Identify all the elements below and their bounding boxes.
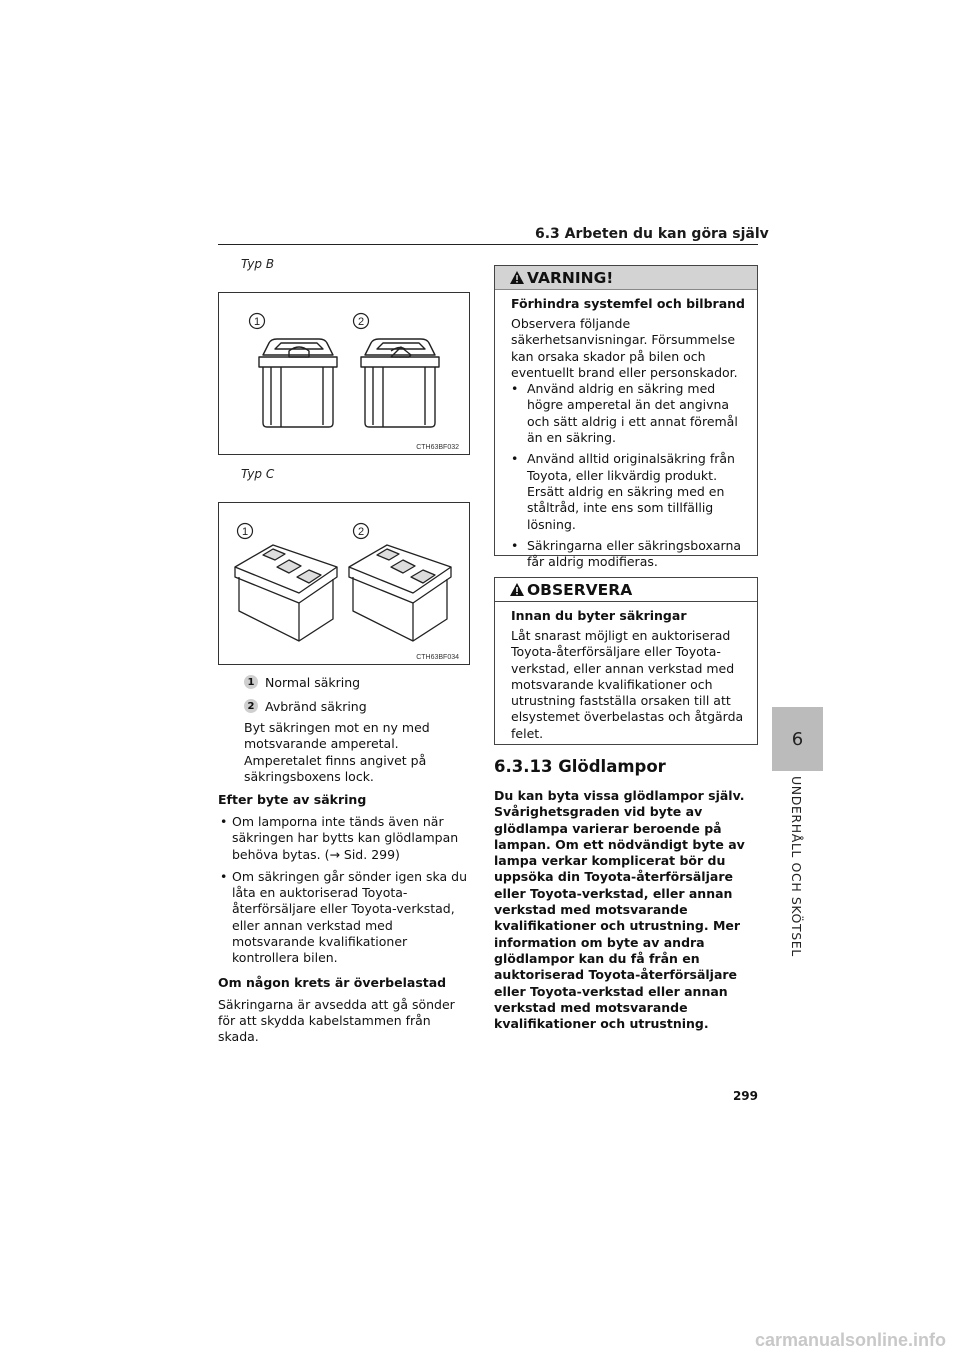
notice-text: Låt snarast möjligt en auktoriserad Toyota-återförsäljare eller Toyota-verkstad, eller annan verkstad med motsvarande kvalifikationer och utrustning fastställa orsaken till att elsystemet överbelastas och åtgärda felet. (511, 628, 744, 741)
svg-text:2: 2 (357, 316, 365, 328)
legend-item-blown (244, 694, 470, 718)
bullet-item: • Använd alltid originalsäkring från Toyota, eller likvärdig produkt. Ersätt aldrig en säkring med en ståltråd, inte ens som tillfällig lösning. (511, 451, 735, 532)
figure-caption-typ-c: Typ C (241, 467, 275, 481)
bullet-item: • Säkringarna eller säkringsboxarna får aldrig modifieras. (511, 537, 742, 570)
warning-heading: Förhindra systemfel och bilbrand (511, 296, 745, 311)
fuse-typ-c-illustration (219, 503, 469, 664)
section-intro: Du kan byta vissa glödlampor själv. Svårighetsgraden vid byte av glödlampa varierar beroende på lampan. Om ett nödvändigt byte av lampa verkar komplicerat bör du uppsöka din Toyota-återförsäljare eller Toyota-verkstad, eller annan verkstad med motsvarande kvalifikationer och utrustning. Mer information om byte av andra glödlampor kan du få från en auktoriserad Toyota-återförsäljare eller Toyota-verkstad eller annan verkstad med motsvarande kvalifikationer och utrustning. (494, 788, 745, 1032)
warning-text: Observera följande säkerhetsanvisningar. Försummelse kan orsaka skador på bilen och eventuellt brand eller personskador. (511, 316, 738, 380)
marker-2-icon (354, 524, 369, 539)
legend-item-normal (244, 670, 470, 694)
marker-2-icon (354, 314, 369, 329)
number-badge: 1 (244, 675, 258, 689)
marker-1-icon (238, 524, 253, 539)
left-body (218, 792, 470, 1046)
warning-triangle-icon (509, 582, 525, 597)
figure-legend (244, 670, 470, 785)
section-title: 6.3.13 Glödlampor (494, 757, 666, 776)
after-replacement-heading: Efter byte av säkring (218, 792, 367, 807)
legend-label: Avbränd säkring (265, 698, 367, 714)
overload-heading: Om någon krets är överbelastad (218, 974, 447, 990)
notice-heading: Innan du byter säkringar (511, 608, 687, 623)
chapter-tab: 6 (772, 707, 823, 771)
section-header: 6.3 Arbeten du kan göra själv (535, 226, 769, 242)
svg-text:1: 1 (253, 316, 261, 328)
fuse-typ-b-illustration (219, 293, 469, 454)
figure-code: CTH63BF032 (416, 444, 459, 451)
number-badge: 2 (244, 699, 258, 713)
warning-header (495, 266, 757, 290)
bullet-item: • Använd aldrig en säkring med högre amperetal än det angivna och sätt aldrig i ett annat föremål än en säkring. (511, 381, 738, 446)
watermark: carmanualsonline.info (754, 1330, 946, 1350)
overload-text: Säkringarna är avsedda att gå sönder för att skydda kabelstammen från skada. (218, 996, 455, 1045)
notice-header (495, 578, 757, 602)
figure-typ-c (218, 502, 470, 665)
notice-panel (494, 577, 758, 745)
marker-1-icon (250, 314, 265, 329)
bullet-item: • Om lamporna inte tänds även när säkringen har bytts kan glödlampan behöva bytas. (→ Sid. 299) (220, 814, 459, 862)
svg-text:2: 2 (357, 526, 365, 538)
svg-text:1: 1 (241, 526, 249, 538)
header-rule (218, 244, 758, 245)
figure-caption-typ-b: Typ B (241, 257, 275, 271)
legend-label: Normal säkring (265, 674, 361, 690)
page-number: 299 (732, 1089, 758, 1103)
figure-typ-b (218, 292, 470, 455)
warning-panel (494, 265, 758, 570)
warning-triangle-icon (509, 270, 525, 285)
chapter-title: UNDERHÅLL OCH SKÖTSEL (788, 776, 804, 957)
figure-code: CTH63BF034 (416, 654, 459, 661)
replace-note: Byt säkringen mot en ny med motsvarande amperetal. Amperetalet finns angivet på säkringsboxens lock. (244, 720, 430, 784)
warning-title: VARNING! (527, 268, 614, 287)
bullet-item: • Om säkringen går sönder igen ska du låta en auktoriserad Toyota-återförsäljare eller Toyota-verkstad, eller annan verkstad med motsvarande kvalifikationer kontrollera bilen. (220, 868, 467, 966)
notice-title: OBSERVERA (527, 580, 633, 599)
